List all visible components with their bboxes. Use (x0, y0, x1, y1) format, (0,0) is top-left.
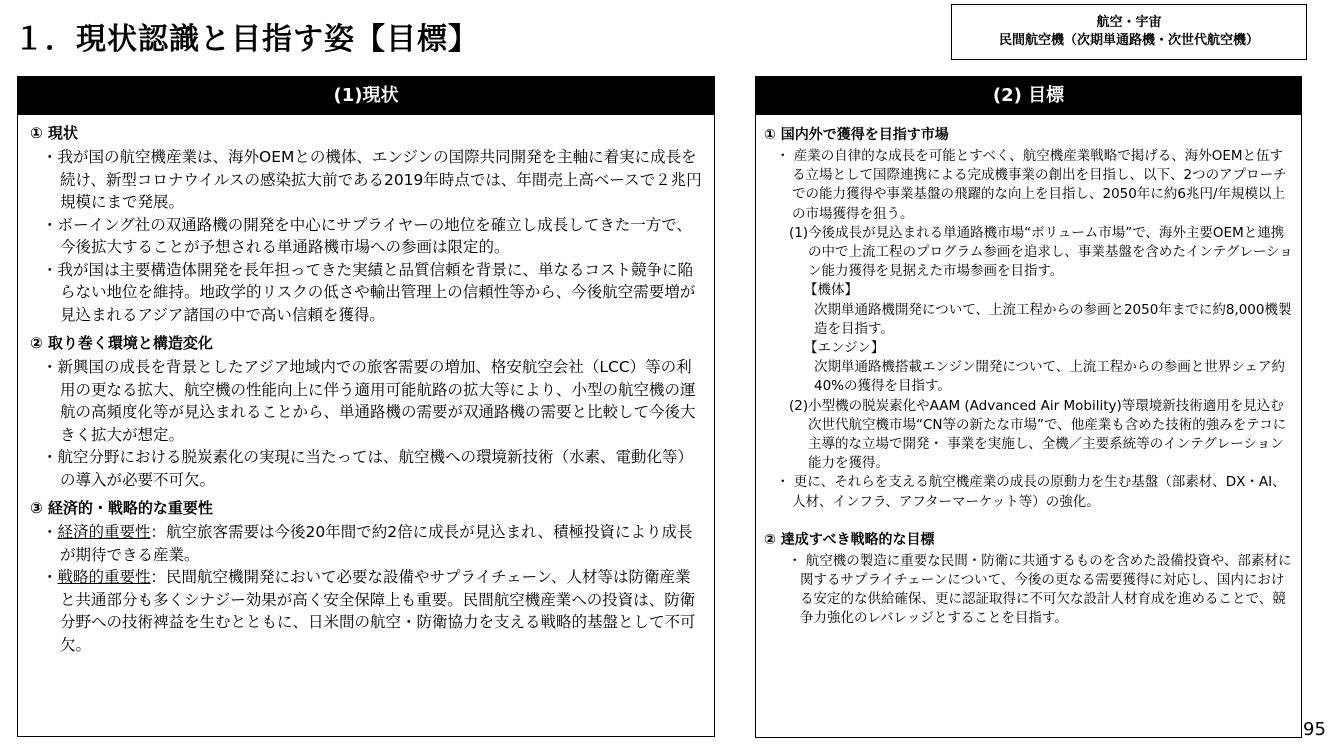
target-body (756, 115, 1301, 629)
current-bullet-1: ・我が国の航空機産業は、海外OEMとの機体、エンジンの国際共同開発を主軸に着実に成長を続け、新型コロナウイルスの感染拡大前である2019年時点では、年間売上高ベースで２兆円規模にまで発展。 (42, 148, 702, 211)
category-tag-line1: 航空・宇宙 (1096, 15, 1162, 30)
airframe-text: 次期単通路機開発について、上流工程からの参画と2050年までに約8,000機製造を目指す。 (814, 301, 1292, 337)
category-tag-line2: 民間航空機（次期単通路機・次世代航空機） (998, 33, 1259, 48)
market-extra: ・ 更に、それらを支える航空機産業の成長の原動力を生む基盤（部素材、DX・AI、人材、インフラ、アフターマーケット等）の強化。 (776, 474, 1286, 510)
strategic-goal-bullet: ・ 航空機の製造に重要な民間・防衛に共通するものを含めた設備投資や、部素材に関するサプライチェーンについて、今後の更なる需要獲得に対応し、国内における安定的な供給確保、更に認証取得に不可欠な設計人材育成を進めることで、競争力強化のレバレッジとすることを目指す。 (788, 552, 1292, 627)
current-bullet-2: ・ボーイング社の双通路機の開発を中心にサプライヤーの地位を確立し成長してきた一方で、今後拡大することが予想される単通路機市場への参画は限定的。 (42, 215, 692, 256)
page-title: １．現状認識と目指す姿【目標】 (14, 22, 479, 57)
environment-bullet-1: ・新興国の成長を背景としたアジア地域内での旅客需要の増加、格安航空会社（LCC）等の利用の更なる拡大、航空機の性能向上に伴う適用可能航路の拡大等により、小型の航空機の運航の高頻度化等が見込まれることから、単通路機の需要が双通路機の需要と比較して今後大きく拡大が想定。 (42, 358, 696, 444)
section-strategic-goal-title: ② 達成すべき戦略的な目標 (764, 531, 935, 548)
market-sub-1: (1)今後成長が見込まれる単通路機市場“ボリューム市場”で、海外主要OEMと連携の中で上流工程のプログラム参画を追求し、事業基盤を含めたインテグレーション能力獲得を見据えた市場参画を目指す。 (789, 224, 1293, 280)
strategic-importance-label: 戦略的重要性 (57, 568, 151, 586)
current-status-header: (1)現状 (18, 77, 714, 115)
current-status-panel (17, 76, 715, 737)
engine-text: 次期単通路機搭載エンジン開発について、上流工程からの参画と世界シェア約40%の獲得を目指す。 (814, 359, 1286, 395)
market-sub-2: (2)小型機の脱炭素化やAAM (Advanced Air Mobility)等環境新技術適用を見込む次世代航空機市場“CN等の新たな市場”で、他産業も含めた技術的強みをテコに主導的な立場で開発・ 事業を実施し、全機／主要系統等のインテグレーション能力を獲得。 (789, 397, 1287, 472)
page-number: 95 (1303, 719, 1326, 740)
economic-importance-label: 経済的重要性 (57, 523, 151, 541)
strategic-importance-text: ：民間航空機開発において必要な設備やサプライチェーン、人材等は防衛産業と共通部分も多くシナジー効果が高く安全保障上も重要。民間航空機産業への投資は、防衛分野への技術裨益を生むとともに、日米間の航空・防衛協力を支える戦略的基盤として不可欠。 (60, 568, 696, 654)
economic-importance-text: ：航空旅客需要は今後20年間で約2倍に成長が見込まれ、積極投資により成長が期待できる産業。 (60, 523, 693, 564)
section-current-title: ① 現状 (30, 124, 78, 142)
section-market-title: ① 国内外で獲得を目指す市場 (764, 127, 949, 143)
environment-bullet-2: ・航空分野における脱炭素化の実現に当たっては、航空機への環境新技術（水素、電動化等）の導入が必要不可欠。 (42, 448, 694, 489)
airframe-label: 【機体】 (804, 282, 858, 299)
current-status-body (18, 115, 714, 656)
market-intro: ・ 産業の自律的な成長を可能とすべく、航空機産業戦略で掲げる、海外OEMと伍する立場として国際連携による完成機事業の創出を目指し、以下、2つのアプローチでの能力獲得や事業基盤の飛躍的な向上を目指し、2050年に約6兆円/年規模以上の市場獲得を狙う。 (776, 148, 1287, 222)
engine-label: 【エンジン】 (804, 340, 885, 357)
section-importance-title: ③ 経済的・戦略的な重要性 (30, 499, 213, 517)
section-environment-title: ② 取り巻く環境と構造変化 (30, 334, 213, 352)
current-bullet-3: ・我が国は主要構造体開発を長年担ってきた実績と品質信頼を背景に、単なるコスト競争に陥らない地位を維持。地政学的リスクの低さや輸出管理上の信頼性等から、今後航空需要増が見込まれるアジア諸国の中で高い信頼を獲得。 (42, 260, 696, 324)
importance-bullet-strategic (30, 566, 704, 656)
target-panel (755, 76, 1302, 738)
bullet-mark: ・ (42, 523, 58, 541)
bullet-mark: ・ (42, 568, 58, 586)
target-header: (2) 目標 (756, 77, 1301, 115)
category-tag (951, 4, 1307, 60)
importance-bullet-economic (30, 521, 704, 566)
